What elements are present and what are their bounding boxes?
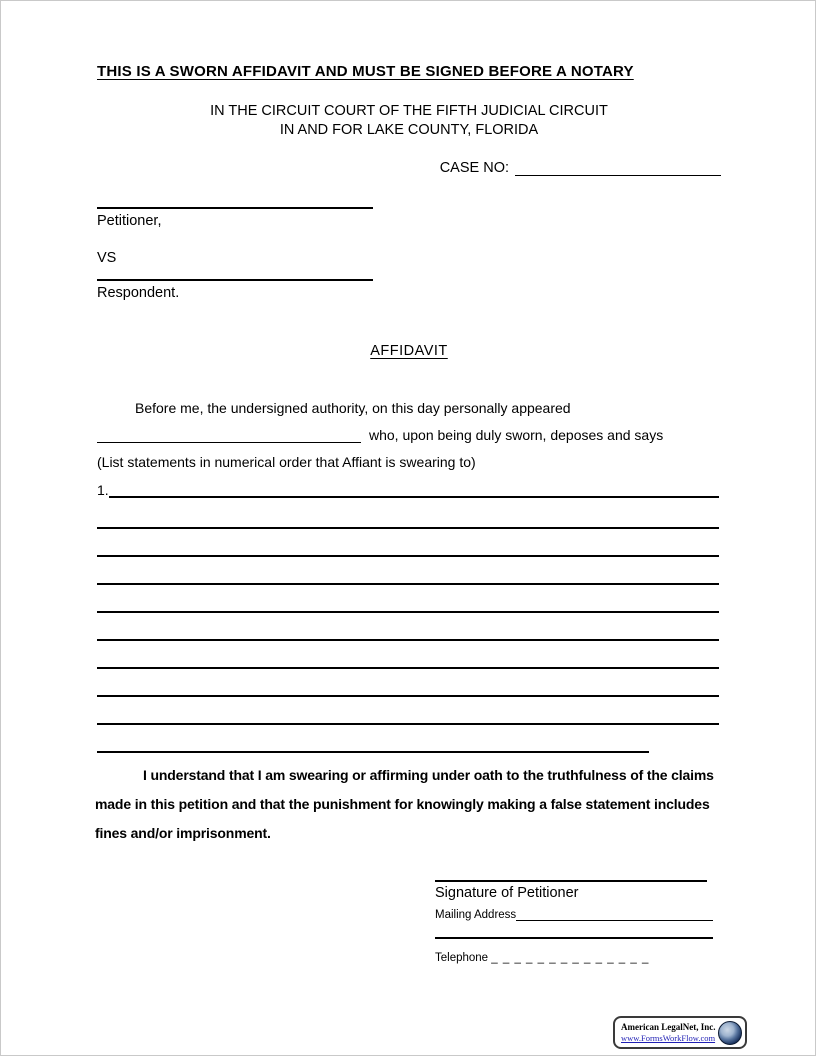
- intro-line1: Before me, the undersigned authority, on this day personally appeared: [135, 400, 571, 416]
- statement-field-5[interactable]: [97, 611, 719, 613]
- statement-number: 1.: [97, 482, 109, 498]
- statement-field-4[interactable]: [97, 583, 719, 585]
- mailing-address-row: [435, 906, 713, 921]
- statement-field-1[interactable]: [109, 480, 719, 498]
- court-title-line1: IN THE CIRCUIT COURT OF THE FIFTH JUDICIAL CIRCUIT: [210, 103, 608, 119]
- case-no-field[interactable]: [515, 158, 721, 176]
- oath-statement: I understand that I am swearing or affirming under oath to the truthfulness of the claims made in this petition and that the punishment for knowingly making a false statement includes fines and/or imprisonment.: [95, 767, 714, 841]
- court-title: [97, 102, 721, 140]
- statement-field-2[interactable]: [97, 527, 719, 529]
- mailing-address-field[interactable]: [516, 906, 713, 921]
- statement-field-3[interactable]: [97, 555, 719, 557]
- respondent-label: Respondent.: [97, 285, 180, 301]
- respondent-name-field[interactable]: [97, 279, 373, 281]
- case-no-label: CASE NO:: [439, 160, 509, 176]
- statement-field-7[interactable]: [97, 667, 719, 669]
- intro-line2: [97, 425, 721, 443]
- affiant-name-field[interactable]: [97, 425, 361, 443]
- statement-field-6[interactable]: [97, 639, 719, 641]
- list-instruction: (List statements in numerical order that Affiant is swearing to): [97, 454, 476, 470]
- petitioner-label: Petitioner,: [97, 213, 162, 229]
- case-number-row: [97, 158, 721, 176]
- affidavit-heading: AFFIDAVIT: [370, 343, 448, 359]
- legalnet-logo: [613, 1016, 747, 1049]
- telephone-label: Telephone: [435, 952, 492, 964]
- statement-line-1: [97, 480, 719, 498]
- legalnet-logo-text: [621, 1022, 715, 1044]
- telephone-row: [435, 952, 713, 964]
- legalnet-company-name: American LegalNet, Inc.: [621, 1021, 716, 1032]
- mailing-address-field-2[interactable]: [435, 937, 713, 939]
- vs-label: VS: [97, 250, 117, 266]
- mailing-address-label: Mailing Address: [435, 909, 517, 921]
- globe-icon: [718, 1021, 742, 1045]
- statement-field-8[interactable]: [97, 695, 719, 697]
- signature-label: Signature of Petitioner: [435, 885, 579, 901]
- formsworkflow-link[interactable]: www.FormsWorkFlow.com: [621, 1032, 716, 1043]
- statement-field-9[interactable]: [97, 723, 719, 725]
- statement-field-10[interactable]: [97, 751, 649, 753]
- signature-field[interactable]: [435, 880, 707, 882]
- intro-line2-text: who, upon being duly sworn, deposes and says: [369, 427, 664, 443]
- court-title-line2: IN AND FOR LAKE COUNTY, FLORIDA: [279, 122, 539, 138]
- notary-notice-banner: THIS IS A SWORN AFFIDAVIT AND MUST BE SIGNED BEFORE A NOTARY: [97, 63, 634, 80]
- petitioner-name-field[interactable]: [97, 207, 373, 209]
- telephone-field[interactable]: _ _ _ _ _ _ _ _ _ _ _ _ _ _: [491, 952, 650, 964]
